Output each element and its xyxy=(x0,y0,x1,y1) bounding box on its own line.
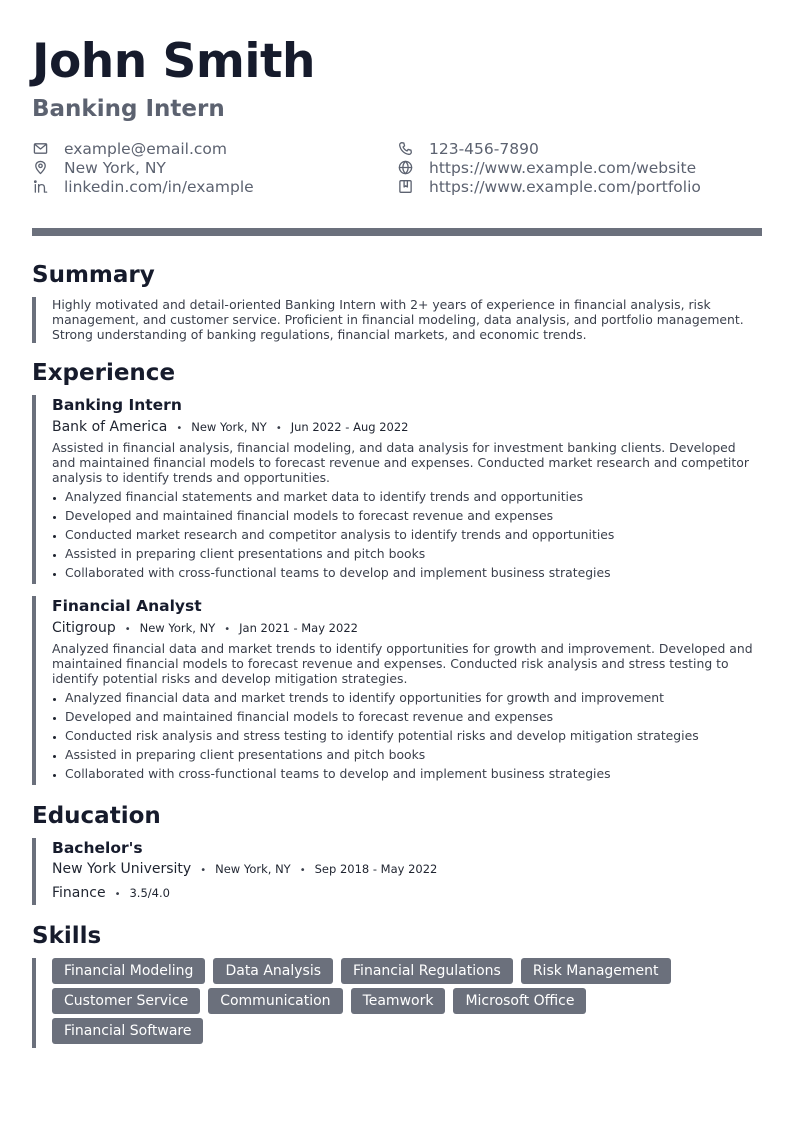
contact-phone[interactable] xyxy=(397,139,539,158)
separator-dot: • xyxy=(200,865,207,876)
list-item: Conducted risk analysis and stress testing to identify potential risks and develop mitigation strategies xyxy=(52,728,762,747)
job-bullets xyxy=(52,489,762,584)
skills-section xyxy=(32,958,762,1048)
job-description: Assisted in financial analysis, financial modeling, and data analysis for investment banking clients. Developed and maintained financial models to forecast revenue and expenses. Conducted market research and competitor analysis to identify trends and opportunities. xyxy=(52,440,749,485)
job-company: Citigroup xyxy=(52,620,116,636)
candidate-name: John Smith xyxy=(32,34,315,89)
list-item: Assisted in preparing client presentations and pitch books xyxy=(52,546,762,565)
job-meta xyxy=(52,417,762,439)
skill-tag: Microsoft Office xyxy=(453,988,586,1014)
job-bullets xyxy=(52,690,762,785)
skill-tag: Risk Management xyxy=(521,958,671,984)
linkedin-text: linkedin.com/in/example xyxy=(64,177,254,196)
job-location: New York, NY xyxy=(139,621,216,635)
skill-tag: Financial Software xyxy=(52,1018,203,1044)
skill-tag: Data Analysis xyxy=(213,958,333,984)
skill-tag: Financial Regulations xyxy=(341,958,513,984)
job-company: Bank of America xyxy=(52,419,168,435)
contact-location xyxy=(32,158,166,177)
job-title: Banking Intern xyxy=(52,396,182,414)
portfolio-icon xyxy=(397,179,413,195)
website-text: https://www.example.com/website xyxy=(429,158,697,177)
summary-heading: Summary xyxy=(32,262,155,288)
phone-icon xyxy=(397,141,413,157)
separator-dot: • xyxy=(124,624,131,635)
skills-list xyxy=(52,958,752,1048)
skill-tag: Teamwork xyxy=(351,988,446,1014)
summary-text: Highly motivated and detail-oriented Banking Intern with 2+ years of experience in financial analysis, risk management, and customer service. Proficient in financial modeling, data analysis, and portfolio management. Strong understanding of banking regulations, financial markets, and economic trends. xyxy=(52,297,744,342)
gpa: 3.5/4.0 xyxy=(129,886,170,900)
globe-icon xyxy=(397,160,413,176)
education-field-row xyxy=(52,882,762,906)
job-description: Analyzed financial data and market trends to identify opportunities for growth and improvement. Developed and maintained financial models to forecast revenue and expenses. Conducted risk analysis and stress testing to identify potential risks and develop mitigation strategies. xyxy=(52,641,753,686)
job-dates: Jun 2022 - Aug 2022 xyxy=(290,420,409,434)
candidate-title: Banking Intern xyxy=(32,96,225,122)
email-text: example@email.com xyxy=(64,139,227,158)
contact-website[interactable] xyxy=(397,158,696,177)
contact-linkedin[interactable] xyxy=(32,177,254,196)
list-item: Analyzed financial data and market trends to identify opportunities for growth and improvement xyxy=(52,690,762,709)
school-location: New York, NY xyxy=(215,862,291,876)
phone-text: 123-456-7890 xyxy=(429,139,539,158)
contact-info xyxy=(32,139,762,199)
list-item: Collaborated with cross-functional teams to develop and implement business strategies xyxy=(52,565,762,584)
separator-dot: • xyxy=(299,865,306,876)
list-item: Analyzed financial statements and market data to identify trends and opportunities xyxy=(52,489,762,508)
degree: Bachelor's xyxy=(52,839,143,857)
job-meta xyxy=(52,618,762,640)
experience-entry xyxy=(32,395,762,584)
location-text: New York, NY xyxy=(64,158,166,177)
list-item: Conducted market research and competitor analysis to identify trends and opportunities xyxy=(52,527,762,546)
list-item: Collaborated with cross-functional teams to develop and implement business strategies xyxy=(52,766,762,785)
skill-tag: Communication xyxy=(208,988,342,1014)
summary-section xyxy=(32,297,762,343)
skill-tag: Financial Modeling xyxy=(52,958,205,984)
education-dates: Sep 2018 - May 2022 xyxy=(314,862,438,876)
job-title: Financial Analyst xyxy=(52,597,202,615)
job-location: New York, NY xyxy=(191,420,267,434)
education-meta xyxy=(52,858,762,882)
job-dates: Jan 2021 - May 2022 xyxy=(239,621,358,635)
experience-heading: Experience xyxy=(32,360,176,386)
education-section xyxy=(32,838,762,905)
contact-email[interactable] xyxy=(32,139,227,158)
list-item: Assisted in preparing client presentations and pitch books xyxy=(52,747,762,766)
separator-dot: • xyxy=(275,423,282,434)
list-item: Developed and maintained financial models to forecast revenue and expenses xyxy=(52,709,762,728)
school-name: New York University xyxy=(52,861,192,877)
field-of-study: Finance xyxy=(52,885,106,901)
portfolio-text: https://www.example.com/portfolio xyxy=(429,177,701,196)
separator-dot: • xyxy=(224,624,231,635)
list-item: Developed and maintained financial models to forecast revenue and expenses xyxy=(52,508,762,527)
experience-entry xyxy=(32,596,762,785)
linkedin-icon xyxy=(32,179,48,195)
skills-heading: Skills xyxy=(32,923,102,949)
separator-dot: • xyxy=(114,889,121,900)
education-heading: Education xyxy=(32,803,161,829)
mail-icon xyxy=(32,141,48,157)
skill-tag: Customer Service xyxy=(52,988,200,1014)
separator-dot: • xyxy=(176,423,183,434)
map-pin-icon xyxy=(32,160,48,176)
header-divider xyxy=(32,228,762,236)
contact-portfolio[interactable] xyxy=(397,177,701,196)
